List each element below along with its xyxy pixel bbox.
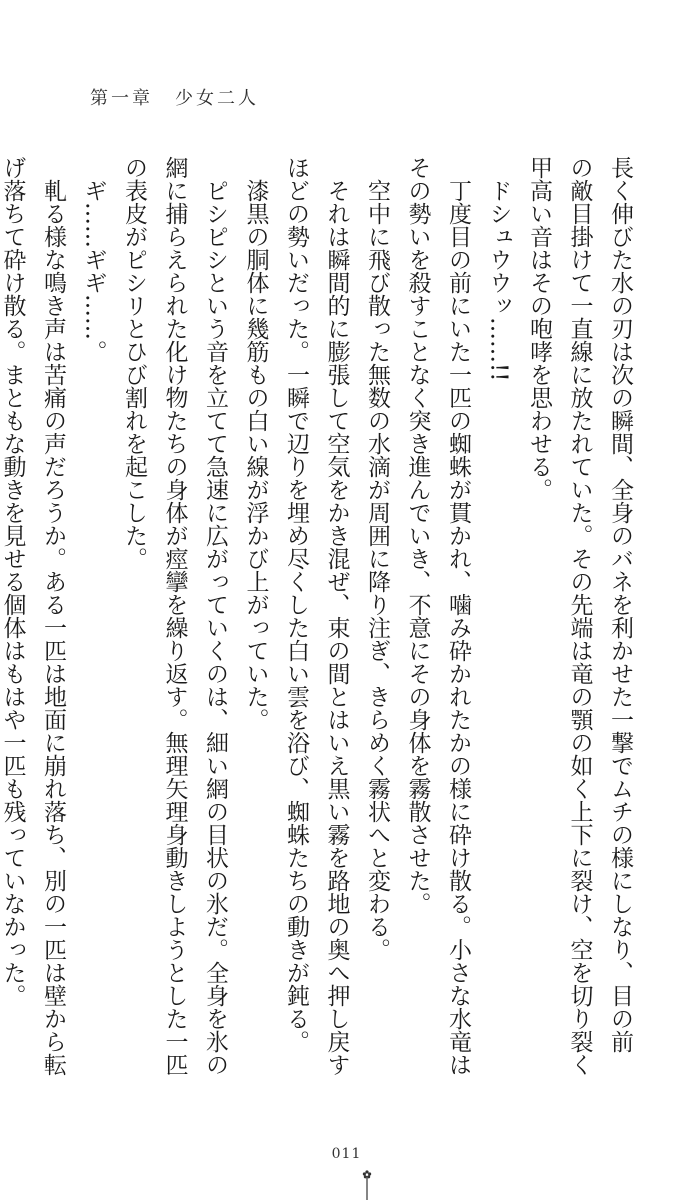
text-line: 漆黒の胴体に幾筋もの白い線が浮かび上がっていた。: [242, 179, 269, 731]
text-line: の表皮がピシリとひび割れを起こした。: [121, 156, 147, 570]
text-line: 甲高い音はその咆哮を思わせる。: [526, 156, 552, 501]
flower-ornament-icon: [361, 1168, 373, 1200]
text-line: 長く伸びた水の刃は次の瞬間、全身のバネを利かせた一撃でムチの様にしなり、目の前: [607, 156, 633, 1053]
text-line: 軋る様な鳴き声は苦痛の声だろうか。ある一匹は地面に崩れ落ち、別の一匹は壁から転: [40, 179, 66, 1076]
chapter-header: [90, 84, 259, 110]
text-line: ほどの勢いだった。一瞬で辺りを埋め尽くした白い雲を浴び、蜘蛛たちの動きが鈍る。: [283, 156, 309, 1053]
text-line: 空中に飛び散った無数の水滴が周囲に降り注ぎ、きらめく霧状へと変わる。: [364, 179, 390, 961]
chapter-title: 少女二人: [175, 88, 259, 109]
page-number: 011: [331, 1146, 362, 1162]
text-line: の敵目掛けて一直線に放たれていた。その先端は竜の顎の如く上下に裂け、空を切り裂く: [566, 156, 593, 1076]
text-line: ピシピシという音を立てて急速に広がっていくのは、細い網の目状の氷だ。全身を氷の: [202, 179, 228, 1076]
text-line: 丁度目の前にいた一匹の蜘蛛が貫かれ、噛み砕かれたかの様に砕け散る。小さな水竜は: [445, 179, 471, 1076]
text-line: ギ……ギギ……。: [80, 179, 107, 363]
text-line: げ落ちて砕け散る。まともな動きを見せる個体はもはや一匹も残っていなかった。: [0, 156, 26, 1007]
text-line: それは瞬間的に膨張して空気をかき混ぜ、束の間とはいえ黒い霧を路地の奥へ押し戻す: [323, 179, 350, 1076]
vertical-body-text: [0, 156, 640, 1076]
text-line: その勢いを殺すことなく突き進んでいき、不意にその身体を霧散させた。: [404, 156, 431, 915]
chapter-number: 第一章: [90, 88, 153, 109]
text-line: ドシュウウッ……!!: [485, 179, 512, 382]
text-line: 網に捕らえられた化け物たちの身体が痙攣を繰り返す。無理矢理身動きしようとした一匹: [161, 156, 188, 1076]
